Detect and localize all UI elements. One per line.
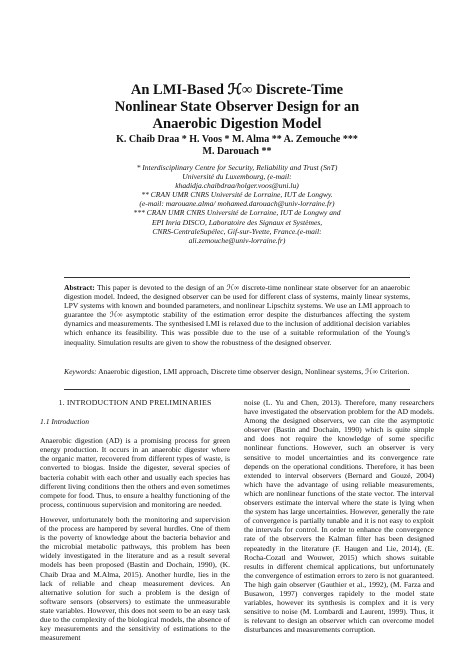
affiliation-line: (e-mail: marouane.alma/ mohamed.darouach@univ-lorraine.fr) [139,199,335,209]
section-heading: 1. INTRODUCTION AND PRELIMINARIES [58,398,212,407]
authors-line: K. Chaib Draa * H. Voos * M. Alma ** A. Zemouche *** [116,134,358,145]
affiliation-line: khadidja.chaibdraa/holger.voos@uni.lu) [175,181,299,191]
abstract-top-rule [64,277,410,278]
affiliation-line: EPI Inria DISCO, Laboratoire des Signaux et Systèmes, [151,217,323,227]
paper-title [40,82,434,133]
subsection-heading: 1.1 Introduction [40,417,90,427]
keywords-block [64,367,410,376]
keywords-label: Keywords: [64,367,97,376]
abstract-label: Abstract: [64,283,95,292]
author-list [40,134,434,158]
affiliation-line: ali.zemouche@univ-lorraine.fr) [188,235,286,245]
affiliation-line: Université du Luxembourg, (e-mail: [182,172,292,182]
affiliation-line: ** CRAN UMR CNRS Université de Lorraine, IUT de Longwy. [141,190,333,200]
abstract-text: This paper is devoted to the design of an ℋ∞ discrete-time nonlinear state observer for an anaerobic digestion model. Indeed, the designed observer can be used for different class of systems, mainly linear systems, LPV systems with known and bounded parameters, and nonlinear Lipschitz systems. We use an LMI approach to guarantee the ℋ∞ asymptotic stability of the estimation error despite the disturbances affecting the system dynamics and measurements. The synthesised LMI is relaxed due to the inclusion of additional decision variables which enhance its feasibility. This was possible due to the use of a suitable reformulation of the Young's inequality. Simulation results are given to show the robustness of the designed observer. [64,283,410,347]
title-line: Nonlinear State Observer Design for an [114,99,360,115]
affiliation-line: *** CRAN UMR CNRS Université de Lorraine, IUT de Longwy and [133,208,341,218]
affiliation-line: * Interdisciplinary Centre for Security, Reliability and Trust (SnT) [136,163,338,172]
title-line: Anaerobic Digestion Model [152,116,322,132]
title-line: An LMI-Based ℋ∞ Discrete-Time [130,82,344,98]
right-column [244,398,434,640]
left-column [40,398,230,648]
authors-line: M. Darouach ** [202,146,272,157]
affiliations [60,163,414,245]
affiliation-line: CNRS-CentraleSupélec, Gif-sur-Yvette, France.(e-mail: [152,226,322,236]
abstract-bottom-rule [64,389,410,390]
paragraph: noise (L. Yu and Chen, 2013). Therefore, many researchers have investigated the observation problem for the AD models. Among the designed observers, we can cite the asymptotic observer (Bastin and Dochain, 1990) which is quite simple and does not require the knowledge of some specific nonlinear functions. However, such an observer is very sensitive to model uncertainties and its convergence rate depends on the operational conditions. Therefore, it has been extended to interval observers (Bernard and Gouzé, 2004) which have the advantage of using reliable measurements, which are nonlinear functions of the state vector. The interval observers estimate the interval where the state is lying when the system has large uncertainties. However, generally the rate of convergence is partially tunable and it is not easy to exploit the intervals for control. In order to enhance the convergence rate of the observers the Kalman filter has been designed repeatedly in the literature (F. Haugen and Lie, 2014), (E. Rocha-Cozatl and Wouwer, 2015) which shows suitable results in different chemical applications, but unfortunately the convergence of estimation errors to zero is not guaranteed. The high gain observer (Gauthier et al., 1992), (M. Farza and Busawon, 1997) converges rapidely to the model state variables, however its synthesis is complex and it is very sensitive to noise (M. Lombardi and Laurent, 1999). Thus, it is relevant to design an observer which can overcome model disturbances and measurements corruption. [244,398,434,635]
abstract-block [64,283,410,347]
paragraph: Anaerobic digestion (AD) is a promising process for green energy production. It occurs in an anaerobic digester where the organic matter, recovered from different types of waste, is converted to biogas. Inside the digester, several species of bacteria cohabit with each other and usually each species has different living conditions then the others and even sometimes compete for food. Thus, to ensure a healthy functioning of the process, continuous supervision and monitoring are needed. [40,436,230,509]
paragraph: However, unfortunately both the monitoring and supervision of the process are hampered by several hurdles. One of them is the poverty of knowledge about the bacteria behavior and the microbial metabolic pathways, this problem has been widely investigated in the literature and as a result several models has been proposed (Bastin and Dochain, 1990), (K. Chaib Draa and M.Alma, 2015). Another hurdle, lies in the lack of reliable and cheap measurement devices. An alternative solution for such a problem is the design of software sensors (observers) to estimate the unmeasurable state variables. However, this does not seem to be an easy task due to the complexity of the biological models, the absence of key measurements and the sensitivity of estimations to the measurement [40,514,230,643]
keywords-text: Anaerobic digestion, LMI approach, Discrete time observer design, Nonlinear systems, ℋ∞ Criterion. [98,367,410,376]
